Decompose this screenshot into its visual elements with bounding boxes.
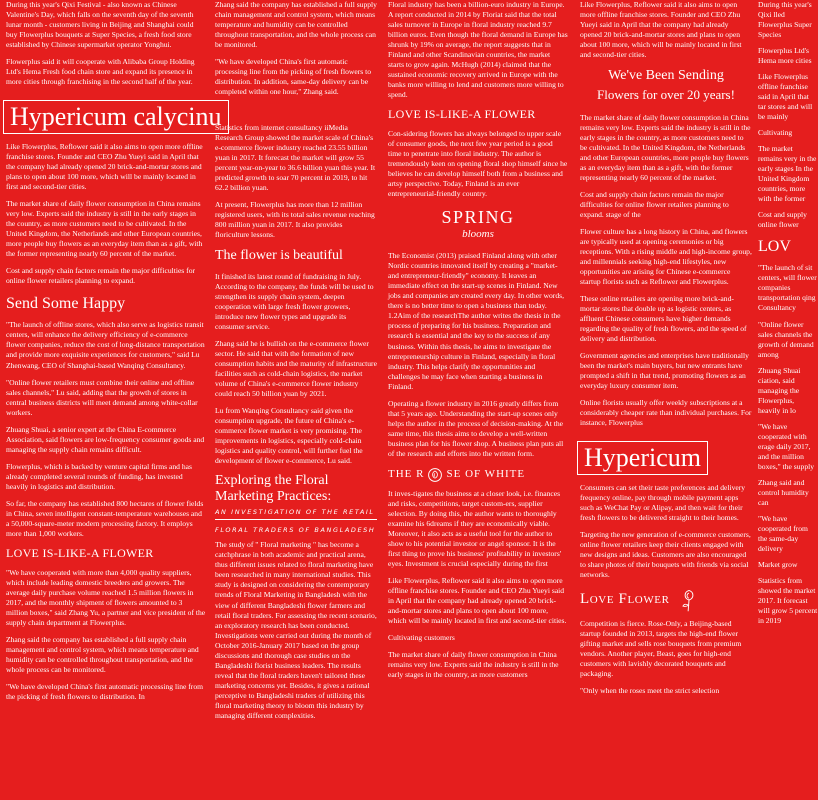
subtitle-line-1: AN INVESTIGATION OF THE RETAIL — [215, 508, 377, 520]
banner-line-2: Flowers for over 20 years! — [597, 86, 735, 102]
paragraph: "We have cooperated with more than 4,000 quality suppliers, which include leading domestic breeders and growers. The average daily purchase volume reached 1.5 million flowers in 2017, and the monthly shipment of flowers amounted to 3 million boxes," said Zhang Yu, a partner and vice president of the supply chain department at Flowerplus. — [6, 567, 206, 627]
paragraph: Like Flowerplus, Reflower said it also aims to open more offline franchise stores. Founder and CEO Zhu Yueyi said in April that the company had already opened 20 brick-and-mortar stores and plans to open about 100 more, which will be mainly located in first and second-tier cities. — [6, 142, 203, 192]
paragraph: Competition is fierce. Rose-Only, a Beijing-based startup founded in 2013, targets the high-end flower gifting market and sells rose bouquets from premium vendors. Another player, Beast, goes for high-end customers with lavishly decorated bouquets and packaging. — [580, 619, 742, 679]
headline-love-is-like-a-flower: LOVE IS-LIKE-A FLOWER — [6, 545, 154, 560]
love-flower-title: Love Flower — [580, 591, 670, 608]
paragraph: "We have cooperated with erage daily 2017, and the million boxes," the supply — [758, 421, 815, 471]
paragraph: Zhang said the company has established a full supply chain management and control system, which means temperature and humidity can be controlled throughout transportation, and the whole process can be monitored. — [6, 634, 199, 674]
paragraph: Floral industry has been a billion-euro industry in Europe. A report conducted in 2014 by Floriat said that the total sales turnover in Europe in floral industry reached 9.7 billion euros. Even though the floral demand in Europe has shrunk by 19% on average, the report suggests that in Finland and other Scandinavian countries, the market starts to grow again. McHugh (2014) claimed that the sustained economic recovery arrived in Europe with the banks more willing to lend and customers more willing to spend. — [388, 0, 568, 100]
paragraph: Consumers can set their taste preferences and delivery frequency online, pay through mobile payment apps such as WeChat Pay or Alipay, and then wait for their fresh flowers to be delivered straight to their homes. — [580, 483, 746, 523]
paragraph: At present, Flowerplus has more than 12 million registered users, with its total sales revenue reaching 800 million yuan in 2017. It also provides floriculture lessons. — [215, 200, 375, 240]
subtitle-line-2: FLORAL TRADERS OF BANGLADESH — [215, 525, 376, 534]
paragraph: "Only when the roses meet the strict selection — [580, 686, 720, 696]
paragraph: During this year's Qixi Festival - also known as Chinese Valentine's Day, which falls on the seventh day of the seventh lunar month - customers living in Beijing and Shanghai could buy Flowerplus bouquets at Super Species, a fresh food store established by Chinese supermarket operator Yonghui. — [6, 0, 194, 50]
column-1 — [6, 0, 222, 800]
paragraph: Market grow — [758, 559, 798, 569]
rose-icon — [427, 467, 443, 483]
paragraph: Online florists usually offer weekly subscriptions at a considerably cheaper rate than individual purchases. For instance, Flowerplus — [580, 398, 752, 428]
paragraph: "We have cooperated from the same-day delivery — [758, 513, 808, 553]
column-4 — [580, 0, 752, 800]
paragraph: Zhuang Shuai ciation, said managing the Flowerplus, heavily in lo — [758, 365, 801, 415]
paragraph: Cost and supply chain factors remain the major difficulties for online flower retailers planning to expand. — [6, 266, 196, 286]
paragraph: Government agencies and enterprises have traditionally been the market's main buyers, but new entrants have prompted a shift in that trend, promoting flowers as an everyday luxury consumer item. — [580, 351, 749, 391]
paragraph: Statistics from showed the market 2017. It forecast will grow 5 percent in 2019 — [758, 575, 818, 625]
headline-send-some-happy: Send Some Happy — [6, 295, 126, 313]
paragraph: Zhang said he is bullish on the e-commerce flower sector. He said that with the formation of new consumption habits and the maturity of infrastructure facilities such as cold-chain logistics, the market volume of China's e-commerce flower industry could reach 50 billion yuan by 2021. — [215, 338, 377, 398]
column-2 — [215, 0, 377, 800]
paragraph: Flowerplus said it will cooperate with Alibaba Group Holding Ltd's Hema Fresh food chain store and expand its presence in more cities through franchising in the second half of the year. — [6, 57, 195, 87]
rose-title-part-1: THE R — [388, 468, 425, 481]
headline-hypericum: Hypericum calycinu — [3, 100, 229, 134]
spring-title: SPRING — [441, 207, 515, 228]
paragraph: Flowerplus Ltd's Hema more cities — [758, 46, 812, 66]
paragraph: It inves-tigates the business at a closer look, i.e. finances and risks, competitions, target custom-ers, supplier selection. By doing this, the author wants to thoroughly examine his 6dreams if they are economically viable. Moreover, it also acts as a useful tool for the author to show to his potential investor or angel sponsor. It is the first thing to prove his business' profitability in investors' eyes. Investment is crucial especially during the first — [388, 488, 562, 568]
paragraph: "Online flower sales channels the growth of demand among — [758, 319, 814, 359]
headline-exploring-floral-marketing: Exploring the Floral Marketing Practices: — [215, 473, 332, 505]
paragraph: "We have developed China's first automatic processing line from the picking of fresh flowers to distribution. In addition, same-day delivery can be completed within one hour," Zhang said. — [215, 57, 372, 97]
paragraph: So far, the company has established 800 hectares of flower fields in China, seven intelligent constant-temperature warehouses and a 50,000-square-meter modern processing factory. It employs more than 1,000 workers. — [6, 498, 204, 538]
paragraph: Cost and supply chain factors remain the major difficulties for online flower retailers planning to expand. stage of the — [580, 189, 729, 219]
paragraph: "Online flower retailers must combine their online and offline sales channels," Lu said, adding that the growth of stores in central business districts will meet demand among white-collar workers. — [6, 377, 198, 417]
paragraph: Like Flowerplus offline franchise said in April that tar stores and will be mainly — [758, 72, 813, 122]
headline-love-flower — [580, 587, 752, 613]
paragraph: Zhang said the company has established a full supply chain management and control system, which means temperature and humidity can be controlled throughout transportation, and the whole process can be monitored. — [215, 0, 377, 50]
column-5-cropped — [758, 0, 818, 800]
paragraph: The market share of daily flower consumption in China remains very low. Experts said the industry is still in the early stages in the country, as more customers need to be cultivated. In the United Kingdom, the Netherlands and other European countries, more people buy flowers as an everyday item than as a gift, with the former representing nearly 60 percent of the market. — [580, 112, 751, 182]
paragraph: Flower culture has a long history in China, and flowers are typically used at opening ceremonies or big receptions. With a rising middle and high-income group, and millennials seeking high-end lifestyles, new opportunities are arising for Chinese e-commerce startup florists such as Reflower and Flowerplus. — [580, 226, 752, 286]
paragraph: The study of " Floral marketing " has become a catchphrase in both academic and practical arena, thus different issues related to floral marketing have been researched in many international studies. This study is designed on considering the contemporary trends of Floral Marketing in Bangladesh with the view of different Bangladeshi flower farmers and retail floral traders. For assessing the recent scenario, an exploratory research has been conducted. Investigations were carried out during the month of October 2016-January 2017 based on the group discussions and thorough case studies on the Bangladeshi florist business leaders. The results reveal that the floral traders haven't tailored these marketing concerns yet. Besides, it gives a rational perceptive to Bangladeshi traders of utilizing this floral marketing theory to bloom this industry by managing different complexities. — [215, 540, 377, 720]
column-3 — [388, 0, 568, 800]
paragraph: Lu from Wanqing Consultancy said given the consumption upgrade, the future of China's e-commerce flower market is very promising. The improvements in logistics, especially cold-chain logistics and quality control, will further fuel the development of flower e-commerce, Lu said. — [215, 405, 363, 466]
paragraph: The market share of daily flower consumption in China remains very low. Experts said the industry is still in the early stages in the country, as more customers — [388, 649, 559, 679]
paragraph: Zhang said and control humidity can — [758, 477, 809, 507]
paragraph: "The launch of sit centers, will flower companies transportation qing Consultancy — [758, 263, 817, 313]
paragraph: "The launch of offline stores, which also serve as logistics transit centers, will enhance the delivery efficiency of e-commerce flower companies, reduce the cost of long-distance transportation and provide more exquisite experiences for customers," said Lu Zhenwang, CEO of Shanghai-based Wanqing Consultancy. — [6, 320, 205, 370]
banner-line-1: We've Been Sending — [608, 68, 724, 84]
paragraph: These online retailers are opening more brick-and-mortar stores that double up as logistic centers, as affluent Chinese consumers have higher demands regarding the quality of fresh flowers, and the speed of delivery and distribution. — [580, 293, 747, 344]
rose-icon — [676, 587, 702, 613]
paragraph: Targeting the new generation of e-commerce customers, online flower retailers keep their clients engaged with new designs and ideas. Customers are also encouraged to share photos of their bouquets with friends via social networks. — [580, 530, 751, 580]
paragraph: Zhuang Shuai, a senior expert at the China E-commerce Association, said flowers are low-frequency consumer goods and managing the supply chain remains difficult. — [6, 424, 205, 454]
paragraph: The market remains very in the early stages In the United Kingdom countries, more with the former — [758, 144, 817, 204]
headline-flower-is-beautiful: The flower is beautiful — [215, 248, 343, 264]
paragraph: Con-sidering flowers has always belonged to upper scale of consumer goods, the next few year period is a good time to penetrate into floral industry. The author is tremendously keen on opening floral shop himself since he believes he can develop himself both from a business and artsy perspective. Today, Finland is an ever entrepreneurial-friendly country. — [388, 128, 568, 199]
paragraph: Cultivating customers — [388, 632, 455, 642]
paragraph: Cost and supply online flower — [758, 210, 807, 230]
paragraph: The market share of daily flower consumption in China remains very low. Experts said the industry is still in the early stages in the country, as more customers need to be cultivated. In the United Kingdom, the Netherlands and other European countries, more people buy flowers as an everyday item than as a gift, with the former representing nearly 60 percent of the market. — [6, 199, 203, 259]
paragraph: "We have developed China's first automatic processing line from the picking of fresh flowers to distribution. In — [6, 681, 204, 701]
paragraph: During this year's Qixi lled Flowerplus Super Species — [758, 0, 812, 40]
headline-love-is-like-a-flower-2: LOVE IS-LIKE-A FLOWER — [388, 107, 536, 122]
headline-love-cropped: LOV — [758, 238, 791, 256]
headline-rose-of-white — [388, 467, 568, 483]
paragraph: Flowerplus, which is backed by venture capital firms and has already completed several rounds of funding, has invested heavily in logistics and distribution. — [6, 461, 192, 491]
paragraph: Statistics from internet consultancy iiMedia Research Group showed the market scale of China's e-commerce flower industry reached 23.55 billion yuan in 2017. It forecast the market will grow 55 percent year-on-year to 36.6 billion yuan this year. It predicted growth to soar 70 percent in 2019, to hit 62.2 billion yuan. — [215, 123, 376, 193]
paragraph: Operating a flower industry in 2016 greatly differs from that 5 years ago. Understanding the start-up scenes only helps the author in the process of decision-making. At the same time, this thesis aims to develop a well-written business plan for his flower shop. A business plan puts all of the research and efforts into the written form. — [388, 398, 564, 458]
headline-hypericum-2: Hypericum — [577, 441, 708, 475]
paragraph: The Economist (2013) praised Finland along with other Nordic countries innovated itself by creating a "market-and entrepreneur-friendly" economy. It leaves an immediate effect on the start-up scenes in Finland. New jobs and companies are created every day. In other words, there is no better time to open a business than today. 1.2Aim of the researchThe author writes the thesis in the process of preparing for his business. Preparation and research is essential and the key to the success of any business. Within this thesis, he aims to investigate the entrepreneurship culture in Finland, especially in floral industry. This helps clarify the opportunities and challenges he may face when starting a business in Finland. — [388, 251, 564, 391]
rose-title-part-2: SE OF WHITE — [446, 468, 526, 481]
paragraph: Like Flowerplus, Reflower said it also aims to open more offline franchise stores. Founder and CEO Zhu Yueyi said in April that the company had already opened 20 brick-and-mortar stores and plans to open about 100 more, which will be mainly located in first and second-tier cities. — [388, 575, 567, 625]
spring-blooms-logo — [388, 206, 568, 241]
paragraph: Like Flowerplus, Reflower said it also aims to open more offline franchise stores. Founder and CEO Zhu Yueyi said in April that the company had already opened 20 brick-and-mortar stores and plans to open about 100 more, which will be mainly located in first and second-tier cities. — [580, 0, 742, 60]
sending-flowers-banner — [580, 67, 752, 103]
spring-subtitle: blooms — [462, 227, 494, 240]
paragraph: It finished its latest round of fundraising in July. According to the company, the funds will be used to strengthen its supply chain system, deepen cooperation with large fresh flower growers, introduce new flower types and upgrade its consumer service. — [215, 271, 374, 331]
paragraph: Cultivating — [758, 128, 793, 138]
